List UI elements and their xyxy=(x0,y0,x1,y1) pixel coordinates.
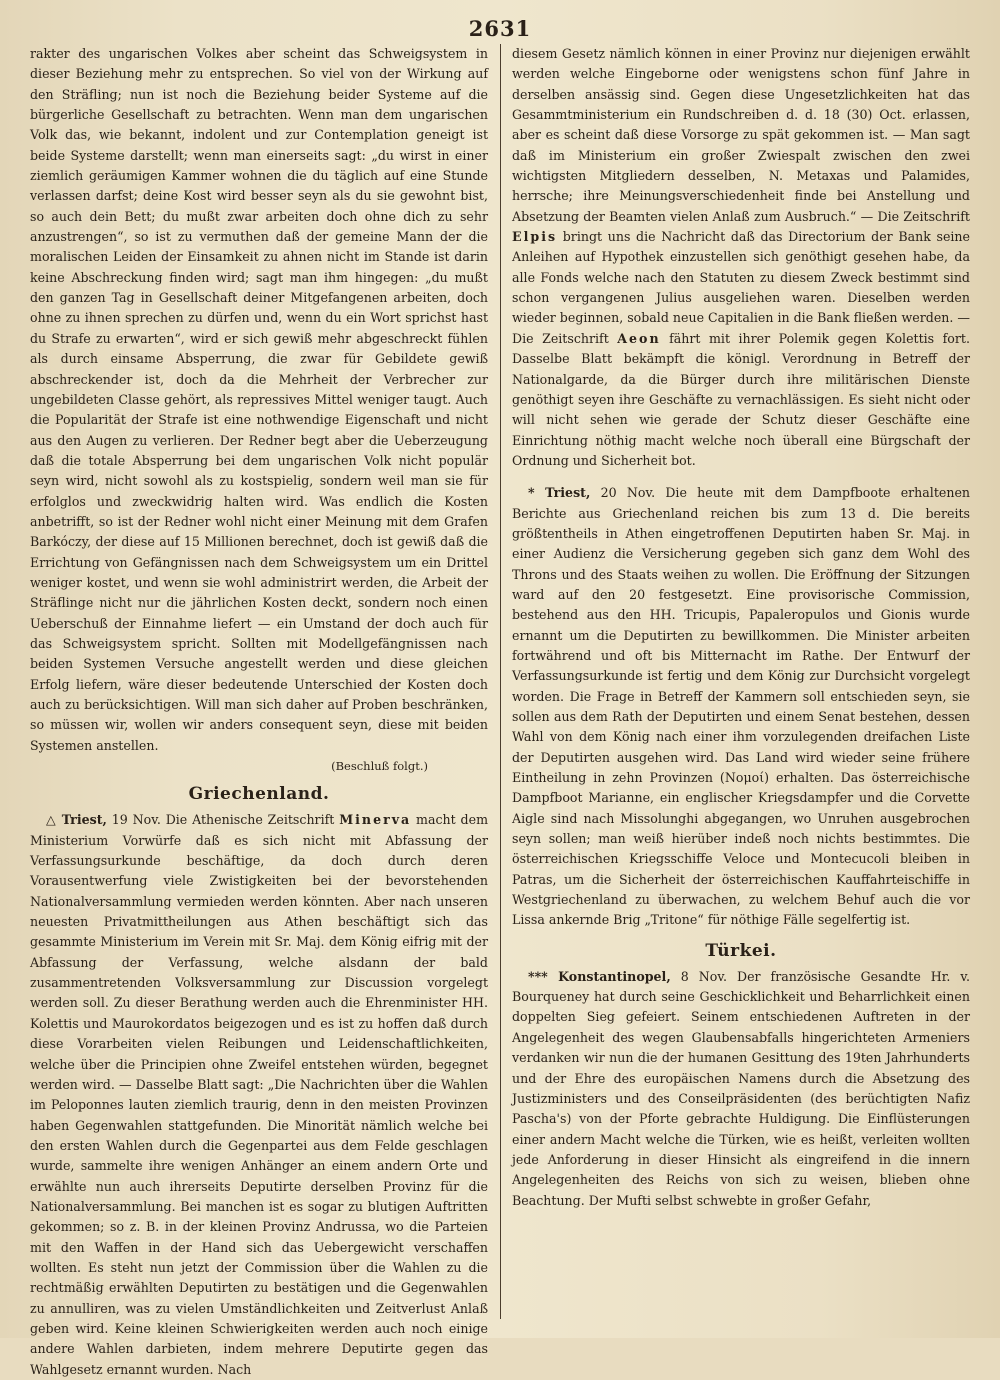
article-body: Die heute mit dem Dampfboote erhaltenen Berichte aus Griechenland reichen bis zum 13 d. Die bereits größtentheils in Athen eingetroffenen Deputirten haben Sr. Maj. in einer Audienz die Versicherung gegeben sich ganz dem Wohl des Throns und des Staats weihen zu wollen. Die Eröffnung der Sitzungen ward auf den 20 festgesetzt. Eine provisorische Commission, bestehend aus den HH. Tricupis, Papaleropulos und Gionis wurde ernannt um die Deputirten zu bewillkommen. Die Minister arbeiten fortwährend und oft bis Mitternacht im Rathe. Der Entwurf der Verfassungsurkunde ist fertig und dem König zur Durchsicht vorgelegt worden. Die Frage in Betreff der Kammern soll entschieden seyn, sie sollen aus dem Rath der Deputirten und einem Senat bestehen, dessen Wahl von dem König nach einer ihm vorzulegenden dreifachen Liste der Deputirten ausgehen wird. Das Land wird wieder seine frühere Eintheilung in zehn Provinzen (Νομοί) erhalten. Das österreichische Dampfboot Marianne, ein englischer Kriegsdampfer und die Corvette Aigle sind nach Missolunghi abgegangen, wo Unruhen ausgebrochen seyn sollen; man weiß hierüber indeß noch nichts bestimmtes. Die österreichischen Kriegsschiffe Veloce und Montecucoli bleiben in Patras, um die Sicherheit der österreichischen Kauffahrteischiffe in Westgriechenland zu überwachen, zu welchem Behuf auch die vor Lissa ankernde Brig „Tritone“ für nöthige Fälle segelfertig ist. xyxy=(512,485,971,928)
page-number: 2631 xyxy=(468,16,532,41)
section-title-turkey: Türkei. xyxy=(705,940,777,961)
paragraph-gap xyxy=(512,471,970,483)
followup-note: (Beschluß folgt.) xyxy=(331,759,428,774)
dateline-place: △ Triest, xyxy=(46,812,107,828)
article-greece-trieste xyxy=(30,810,488,1380)
dateline-place: *** Konstantinopel, xyxy=(528,968,671,984)
section-title-greece: Griechenland. xyxy=(188,784,330,805)
dateline-date: 8 Nov. xyxy=(680,968,727,984)
article-body-part-2: bringt uns die Nachricht daß das Directorium der Bank seine Anleihen auf Hypothek einzustellen sich genöthigt gesehen habe, da alle Fonds welche nach den Statuten zu diesem Zweck bestimmt sind schon vergangenen Julius ausgeliehen waren. Dieselben werden wieder beginnen, sobald neue Capitalien in die Bank fließen werden. — Die Zeitschrift xyxy=(512,229,970,346)
newspaper-name-aeon: Aeon xyxy=(617,330,661,346)
article-trieste-20nov xyxy=(512,483,970,931)
dateline-place: * Triest, xyxy=(528,485,591,501)
right-column xyxy=(512,44,970,1319)
article-konstantinopel xyxy=(512,967,970,1211)
left-column xyxy=(30,44,489,1377)
newspaper-name-minerva: Minerva xyxy=(339,812,412,828)
article-body-part-3: fährt mit ihrer Polemik gegen Kolettis fort. Dasselbe Blatt bekämpft die königl. Verordnung in Betreff der Nationalgarde, da die Bürger durch ihre militärischen Dienste genöthigt seyen ihre Geschäfte zu vernachlässigen. Es sieht nicht oder will nicht sehen wie gerade der Schutz dieser Geschäfte eine Einrichtung nöthig macht welche noch überall eine Bürgschaft der Ordnung und Sicherheit bot. xyxy=(512,330,970,468)
column-divider xyxy=(500,44,501,1319)
dateline-date: 19 Nov. xyxy=(111,812,161,828)
article-body: Der französische Gesandte Hr. v. Bourqueney hat durch seine Geschicklichkeit und Beharrlichkeit einen doppelten Sieg gefeiert. Seinem entschiedenen Auftreten in der Angelegenheit des wegen Glaubensabfalls hingerichteten Armeniers verdanken wir nun die der humanen Gesittung des 19ten Jahrhunderts und der Ehre des europäischen Namens durch die Absetzung des Justizministers und des Conseilpräsidenten (des berüchtigten Nafiz Pascha's) von der Pforte gebrachte Huldigung. Die Einflüsterungen einer andern Macht welche die Türken, wie es heißt, verleiten wollten jede Anforderung in dieser Hinsicht als eingreifend in die innern Angelegenheiten des Reichs von sich zu weisen, blieben ohne Beachtung. Der Mufti selbst schwebte in großer Gefahr, xyxy=(512,968,970,1208)
article-body: macht dem Ministerium Vorwürfe daß es sich nicht mit Abfassung der Verfassungsurkunde beschäftige, da doch durch deren Vorausentwerfung viele Zwistigkeiten bei der bevorstehenden Nationalversammlung vermieden werden könnten. Aber nach unseren neuesten Privatmittheilungen aus Athen beschäftigt sich das gesammte Ministerium im Verein mit Sr. Maj. dem König eifrig mit der Abfassung der Verfassung, welche alsdann der bald zusammentretenden Volksversammlung zur Discussion vorgelegt werden soll. Zu dieser Berathung werden auch die Ehrenminister HH. Kolettis und Maurokordatos beigezogen und es ist zu hoffen daß durch diese Vorarbeiten vielen Reibungen und Leidenschaftlichkeiten, welche über die Principien ohne Zweifel entstehen würden, begegnet werden wird. — Dasselbe Blatt sagt: „Die Nachrichten über die Wahlen im Peloponnes lauten ziemlich traurig, denn in den meisten Provinzen haben Gegenwahlen stattgefunden. Die Minorität nämlich welche bei den ersten Wahlen durch die Gegenpartei aus dem Felde geschlagen wurde, sammelte ihre wenigen Anhänger an einem andern Orte und erwählte nun auch ihrerseits Deputirte derselben Provinz für die Nationalversammlung. Bei manchen ist es sogar zu blutigen Auftritten gekommen; so z. B. in der kleinen Provinz Andrussa, wo die Parteien mit den Waffen in der Hand sich das Uebergewicht verschaffen wollten. Es steht nun jetzt der Commission über die Wahlen zu die rechtmäßig erwählten Deputirten zu bestätigen und die Gegenwahlen zu annulliren, was zu vielen Umständlichkeiten und Zeitverlust Anlaß geben wird. Keine kleinen Schwierigkeiten werden auch noch einige andere Wahlen darbieten, indem mehrere Deputirte gegen das Wahlgesetz ernannt wurden. Nach xyxy=(30,812,489,1377)
article-lead: Die Athenische Zeitschrift xyxy=(165,812,335,828)
article-continuation-hungary: rakter des ungarischen Volkes aber scheint das Schweigsystem in dieser Beziehung mehr zu entsprechen. So viel von der Wirkung auf den Sträfling; nun ist noch die Beziehung beider Systeme auf die bürgerliche Gesellschaft zu betrachten. Wenn man dem ungarischen Volk das, wie bekannt, indolent und zur Contemplation geneigt ist beide Systeme darstellt; wenn man einerseits sagt: „du wirst in einer ziemlich geräumigen Kammer wohnen die du täglich auf eine Stunde verlassen darfst; deine Kost wird besser seyn als du sie gewohnt bist, so auch dein Bett; du mußt zwar arbeiten doch ohne dich zu sehr anzustrengen“, so ist zu vermuthen daß der gemeine Mann der die moralischen Leiden der Einsamkeit zu ahnen nicht im Stande ist darin keine Abschreckung finden wird; sagt man ihm hingegen: „du mußt den ganzen Tag in Gesellschaft deiner Mitgefangenen arbeiten, doch ohne zu ihnen sprechen zu dürfen und, wenn du ein Wort sprichst hast du Strafe zu erwarten“, wird er sich gewiß mehr abgeschreckt fühlen als durch einsame Absperrung, die zwar für Gebildete gewiß abschreckender ist, doch da die Mehrheit der Verbrecher zur ungebildeten Classe gehört, als repressives Mittel weniger taugt. Auch die Popularität der Strafe ist eine nothwendige Eigenschaft und nicht aus den Augen zu verlieren. Der Redner begt aber die Ueberzeugung daß die totale Absperrung bei dem ungarischen Volk nicht populär seyn wird, nicht sowohl als zu kostspielig, sondern weil man sie für erfolglos und zweckwidrig halten wird. Was endlich die Kosten anbetrifft, so ist der Redner wohl nicht einer Meinung mit dem Grafen Barkóczy, der diese auf 15 Millionen berechnet, doch ist gewiß daß die Errichtung von Gefängnissen nach dem Schweigsystem um ein Drittel weniger kostet, und wenn sie wohl administrirt werden, die Arbeit der Sträflinge nicht nur die jährlichen Kosten deckt, sondern noch einen Ueberschuß der Einnahme liefert — ein Umstand der doch auch für das Schweigsystem spricht. Sollten mit Modellgefängnissen nach beiden Systemen Versuche angestellt werden und diese gleichen Erfolg liefern, wäre dieser bedeutende Unterschied der Kosten doch auch zu berücksichtigen. Will man sich daher auf Proben beschränken, so müssen wir, wollen wir anders consequent seyn, diese mit beiden Systemen anstellen. xyxy=(30,46,488,753)
columns xyxy=(30,44,971,1377)
dateline-date: 20 Nov. xyxy=(600,485,656,501)
newspaper-name-elpis: Elpis xyxy=(512,229,558,245)
article-greece-continuation xyxy=(512,44,970,471)
article-body-part-1: diesem Gesetz nämlich können in einer Provinz nur diejenigen erwählt werden welche Eingeborne oder wenigstens schon fünf Jahre in derselben ansässig sind. Gegen diese Ungesetzlichkeiten hat das Gesammtministerium ein Rundschreiben d. d. 18 (30) Oct. erlassen, aber es scheint daß diese Vorsorge zu spät gekommen ist. — Man sagt daß im Ministerium ein großer Zwiespalt zwischen den zwei wichtigsten Mitgliedern desselben, N. Metaxas und Palamides, herrsche; ihre Meinungsverschiedenheit finde bei Anstellung und Absetzung der Beamten vielen Anlaß zum Ausbruch.“ — Die Zeitschrift xyxy=(512,46,970,224)
